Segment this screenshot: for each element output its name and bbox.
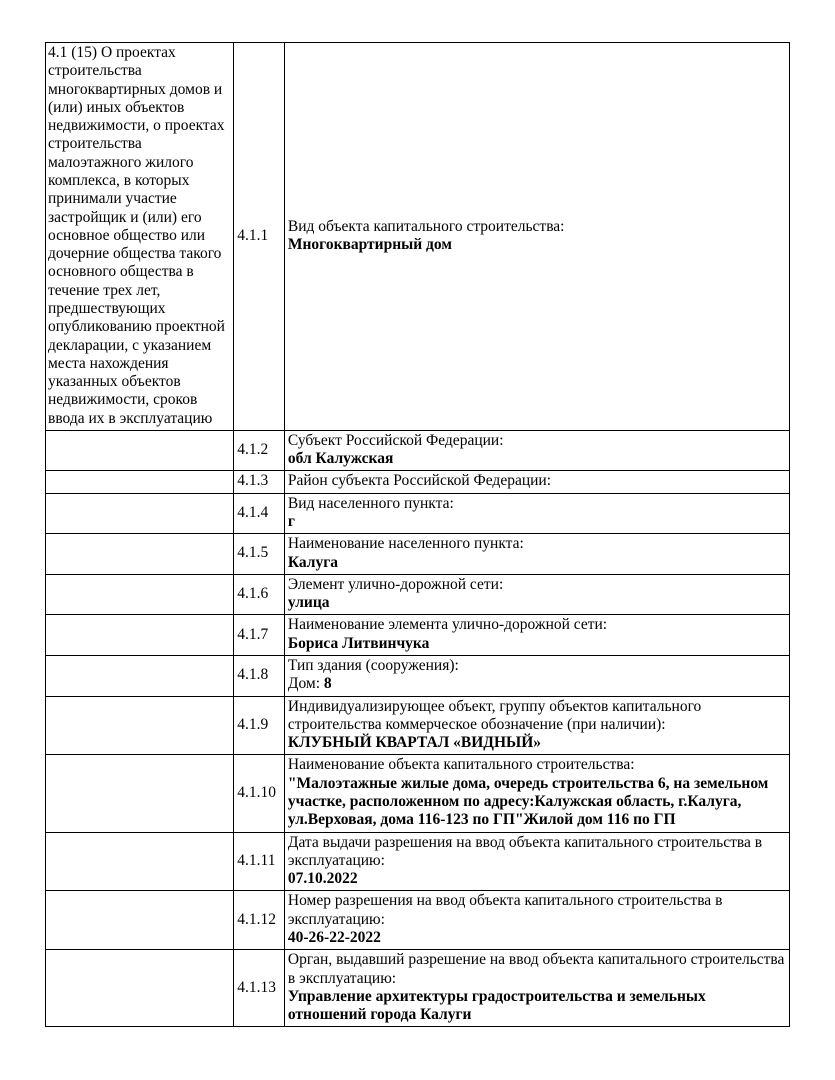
table-row bbox=[46, 534, 790, 575]
section-description-empty-cell bbox=[46, 696, 234, 755]
field-value-text: Управление архитектуры градостроительства и земельных отношений города Калуги bbox=[287, 987, 706, 1024]
row-content bbox=[284, 43, 789, 431]
field-value bbox=[288, 675, 786, 693]
row-code: 4.1.12 bbox=[234, 891, 285, 950]
field-value bbox=[288, 775, 786, 830]
row-code: 4.1.7 bbox=[234, 615, 285, 656]
table-row bbox=[46, 656, 790, 697]
field-label: Орган, выдавший разрешение на ввод объекта капитального строительства в эксплуатацию: bbox=[287, 951, 785, 987]
row-code: 4.1.3 bbox=[234, 471, 285, 493]
section-description-empty-cell bbox=[46, 615, 234, 656]
section-description-empty-cell bbox=[46, 574, 234, 615]
section-description-empty-cell bbox=[46, 493, 234, 534]
row-content bbox=[284, 755, 789, 832]
field-value-text: 8 bbox=[323, 675, 332, 693]
field-value bbox=[288, 635, 786, 653]
table-row bbox=[46, 43, 790, 431]
table-row bbox=[46, 615, 790, 656]
section-description-empty-cell bbox=[46, 950, 234, 1027]
row-content bbox=[284, 615, 789, 656]
field-value-text: Калуга bbox=[287, 553, 339, 571]
row-code: 4.1.10 bbox=[234, 755, 285, 832]
row-code: 4.1.13 bbox=[234, 950, 285, 1027]
field-value bbox=[288, 594, 786, 612]
row-code: 4.1.11 bbox=[234, 832, 285, 891]
row-content bbox=[284, 696, 789, 755]
field-label: Индивидуализирующее объект, группу объектов капитального строительства коммерческое обозначение (при наличии): bbox=[287, 697, 702, 733]
field-value-text: 40-26-22-2022 bbox=[287, 928, 381, 946]
field-value bbox=[288, 988, 786, 1025]
field-value bbox=[288, 734, 786, 752]
table-body bbox=[46, 43, 790, 1027]
row-code: 4.1.5 bbox=[234, 534, 285, 575]
row-code: 4.1.9 bbox=[234, 696, 285, 755]
row-content bbox=[284, 493, 789, 534]
field-label: Вид объекта капитального строительства: bbox=[287, 217, 565, 235]
section-description-empty-cell bbox=[46, 534, 234, 575]
field-value-text: КЛУБНЫЙ КВАРТАЛ «ВИДНЫЙ» bbox=[287, 734, 542, 752]
field-label: Наименование населенного пункта: bbox=[287, 535, 524, 553]
row-content bbox=[284, 430, 789, 471]
row-code: 4.1.6 bbox=[234, 574, 285, 615]
table-row bbox=[46, 891, 790, 950]
field-label: Субъект Российской Федерации: bbox=[287, 431, 504, 449]
field-label: Тип здания (сооружения): bbox=[287, 657, 459, 674]
row-code: 4.1.2 bbox=[234, 430, 285, 471]
field-value-text: "Малоэтажные жилые дома, очередь строительства 6, на земельном участке, расположенном по адресу:Калужская область, г.Калуга, ул.Верховая, дома 116-123 по ГП"Жилой дом 116 по ГП bbox=[287, 774, 769, 829]
section-description-empty-cell bbox=[46, 430, 234, 471]
field-label: Наименование элемента улично-дорожной сети: bbox=[287, 616, 608, 634]
table-row bbox=[46, 471, 790, 493]
field-label: Элемент улично-дорожной сети: bbox=[287, 575, 504, 593]
field-value-text: Многоквартирный дом bbox=[287, 235, 452, 253]
section-description-empty-cell bbox=[46, 471, 234, 493]
field-value-text: улица bbox=[287, 594, 330, 612]
field-value bbox=[288, 450, 786, 468]
section-description-empty-cell bbox=[46, 891, 234, 950]
field-value bbox=[288, 870, 786, 888]
table-row bbox=[46, 430, 790, 471]
declaration-table bbox=[45, 42, 790, 1027]
field-value-text: г bbox=[287, 513, 295, 531]
field-value bbox=[288, 554, 786, 572]
table-row bbox=[46, 574, 790, 615]
field-value-text: 07.10.2022 bbox=[287, 870, 358, 888]
field-value-text: Бориса Литвинчука bbox=[287, 634, 430, 652]
table-row bbox=[46, 950, 790, 1027]
field-label: Наименование объекта капитального строительства: bbox=[287, 756, 635, 774]
field-value-text: обл Калужская bbox=[287, 450, 394, 468]
row-content bbox=[284, 534, 789, 575]
field-label: Дата выдачи разрешения на ввод объекта капитального строительства в эксплуатацию: bbox=[287, 833, 763, 869]
row-code: 4.1.1 bbox=[234, 43, 285, 431]
row-code: 4.1.4 bbox=[234, 493, 285, 534]
table-row bbox=[46, 832, 790, 891]
section-description-empty-cell bbox=[46, 755, 234, 832]
row-content bbox=[284, 574, 789, 615]
field-value bbox=[288, 929, 786, 947]
table-row bbox=[46, 493, 790, 534]
table-row bbox=[46, 696, 790, 755]
section-description-empty-cell bbox=[46, 832, 234, 891]
row-content bbox=[284, 471, 789, 493]
field-value bbox=[288, 513, 786, 531]
row-content bbox=[284, 832, 789, 891]
field-label: Номер разрешения на ввод объекта капитального строительства в эксплуатацию: bbox=[287, 892, 723, 928]
field-value bbox=[288, 236, 786, 254]
field-value-prefix: Дом: bbox=[287, 675, 324, 693]
section-description-cell: 4.1 (15) О проектах строительства многоквартирных домов и (или) иных объектов недвижимости, о проектах строительства малоэтажного жилого комплекса, в которых принимали участие застройщик и (или) его основное общество или дочерние общества такого основного общества в течение трех лет, предшествующих опубликованию проектной декларации, с указанием места нахождения указанных объектов недвижимости, сроков ввода их в эксплуатацию bbox=[46, 43, 234, 431]
row-code: 4.1.8 bbox=[234, 656, 285, 697]
field-label: Вид населенного пункта: bbox=[287, 494, 454, 512]
row-content bbox=[284, 950, 789, 1027]
section-description-empty-cell bbox=[46, 656, 234, 697]
row-content bbox=[284, 656, 789, 697]
field-label: Район субъекта Российской Федерации: bbox=[287, 472, 552, 490]
table-row bbox=[46, 755, 790, 832]
row-content bbox=[284, 891, 789, 950]
